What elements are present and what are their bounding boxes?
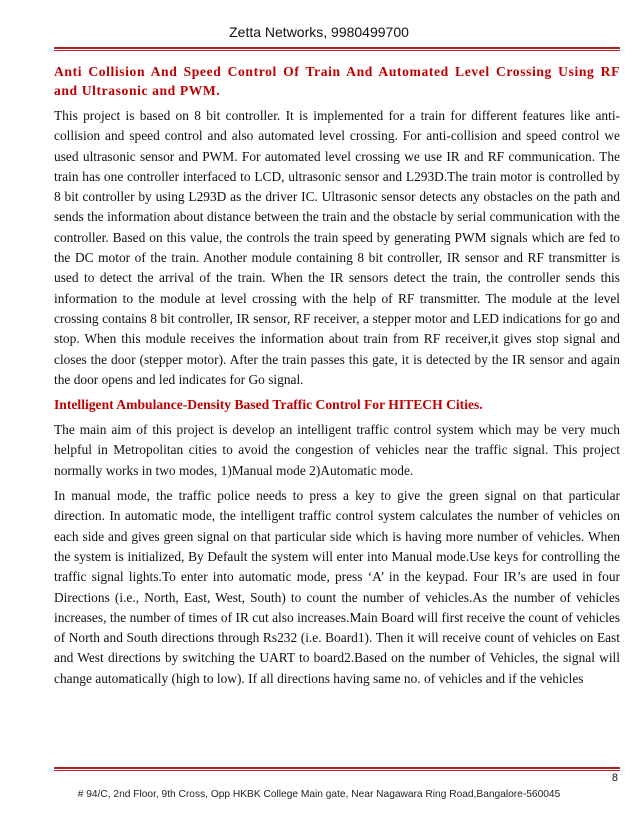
footer-divider-thin <box>54 770 620 771</box>
paragraph: This project is based on 8 bit controller. It is implemented for a train for different features like anti-collision and speed control and also automated level crossing. For anti-collision and speed control we used ultrasonic sensor and PWM. For automated level crossing we use IR and RF communication. The train has one controller interfaced to LCD, ultrasonic sensor and L293D.The train motor is controlled by 8 bit controller by using L293D as the driver IC. Ultrasonic sensor detects any obstacles on the path and sends the information about distance between the train and the obstacle by serial communication with the controller. Based on this value, the controls the train speed by generating PWM signals which are fed to the DC motor of the train. Another module containing 8 bit controller, IR sensor and RF transmitter is used to detect the arrival of the train. When the IR sensors detect the train, the controller sends this information to the module at level crossing with the help of RF transmitter. The module at the level crossing contains 8 bit controller, IR sensor, RF receiver, a stepper motor and LED indications for go and stop. When this module receives the information about train from RF receiver,it gives stop signal and closes the door (stepper motor). After the train passes this gate, it is detected by the IR sensor and again the door opens and led indicates for Go signal. <box>54 108 620 387</box>
section-traffic-control <box>54 395 620 689</box>
section-title: Intelligent Ambulance-Density Based Traffic Control For HITECH Cities. <box>54 397 483 413</box>
paragraph: The main aim of this project is develop an intelligent traffic control system which may be very much helpful in Metropolitan cities to avoid the congestion of vehicles near the traffic signal. This project normally works in two modes, 1)Manual mode 2)Automatic mode. <box>54 422 620 478</box>
page-header: Zetta Networks, 9980499700 <box>229 24 409 40</box>
footer-divider <box>54 767 620 769</box>
section-title: Anti Collision And Speed Control Of Train And Automated Level Crossing Using RF and Ultrasonic and PWM. <box>54 64 620 98</box>
paragraph: In manual mode, the traffic police needs to press a key to give the green signal on that particular direction. In automatic mode, the intelligent traffic control system calculates the number of vehicles on each side and gives green signal on that particular side which is having more number of vehicles. When the system is initialized, By Default the system will enter into Manual mode.Use keys for controlling the traffic signal lights.To enter into automatic mode, press ‘A’ in the keypad. Four IR’s are used in four Directions (i.e., North, East, West, South) to count the number of vehicles.As the number of vehicles increases, the number of times of IR cut also increases.Main Board will first receive the count of vehicles of North and South directions through Rs232 (i.e. Board1). Then it will receive count of vehicles on East and West directions by switching the UART to board2.Based on the number of Vehicles, the signal will change automatically (high to low). If all directions having same no. of vehicles and if the vehicles <box>54 488 620 686</box>
page-footer: # 94/C, 2nd Floor, 9th Cross, Opp HKBK College Main gate, Near Nagawara Ring Road,Bangalore-560045 <box>77 789 561 800</box>
header-divider-thin <box>54 50 620 51</box>
document-body <box>54 58 620 694</box>
header-divider <box>54 47 620 49</box>
page-number: 8 <box>611 772 618 784</box>
section-anti-collision <box>54 62 620 390</box>
